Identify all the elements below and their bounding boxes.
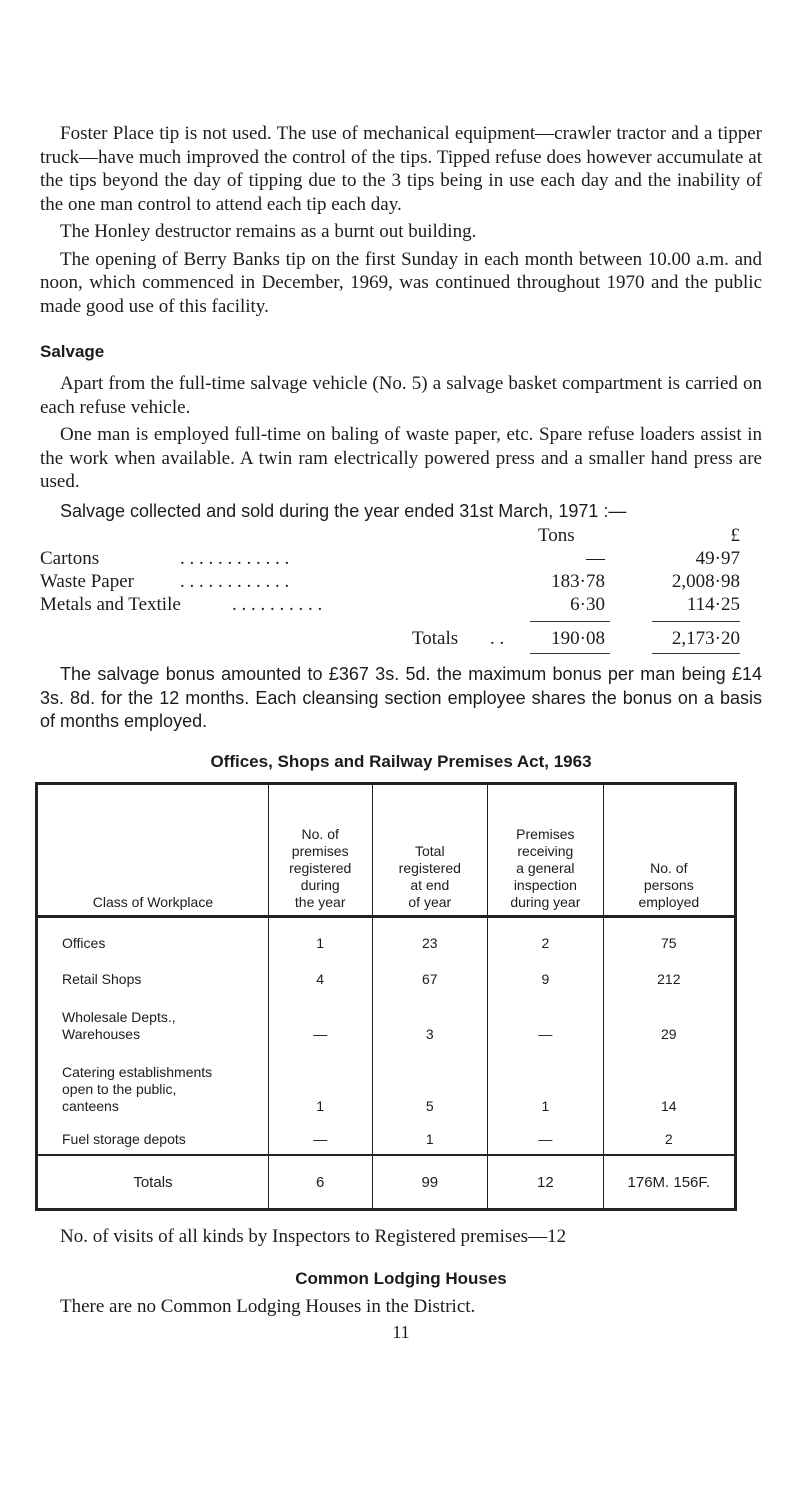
totals-label: Totals bbox=[37, 1155, 269, 1210]
salvage-heading: Salvage bbox=[40, 342, 105, 361]
salvage-rule-bottom-tons bbox=[530, 653, 610, 654]
salvage-totals-dots: . . bbox=[490, 628, 505, 649]
table-row bbox=[37, 916, 736, 956]
salvage-row-tons: 6·30 bbox=[570, 594, 605, 615]
salvage-totals-label: Totals bbox=[412, 628, 459, 649]
lodging-heading: Common Lodging Houses bbox=[295, 1268, 507, 1288]
salvage-col-pounds: £ bbox=[730, 525, 740, 546]
salvage-intro: Salvage collected and sold during the year ended 31st March, 1971 :— bbox=[60, 500, 627, 521]
salvage-row-value: 2,008·98 bbox=[671, 571, 740, 592]
cell: 14 bbox=[603, 1047, 735, 1119]
document-page bbox=[40, 122, 762, 1343]
header-class-of-workplace: Class of Workplace bbox=[37, 783, 269, 916]
cell: — bbox=[268, 1119, 372, 1155]
table-row bbox=[37, 1119, 736, 1155]
salvage-row-dots: . . . . . . . . . . . . bbox=[180, 548, 290, 569]
header-premises-inspected: Premises receiving a general inspection during year bbox=[488, 783, 604, 916]
cell: 9 bbox=[488, 956, 604, 992]
row-label: Offices bbox=[62, 935, 106, 951]
salvage-row-dots: . . . . . . . . . . . . bbox=[180, 571, 290, 592]
salvage-paragraph-vehicle: Apart from the full-time salvage vehicle (No. 5) a salvage basket compartment is carried on each refuse vehicle. bbox=[40, 373, 762, 418]
salvage-row-dots: . . . . . . . . . . bbox=[232, 594, 323, 615]
totals-cell: 12 bbox=[488, 1155, 604, 1210]
salvage-row-label: Metals and Textile bbox=[40, 594, 181, 615]
salvage-rule-top-tons bbox=[530, 621, 610, 622]
table-row bbox=[37, 992, 736, 1047]
table-row bbox=[37, 1047, 736, 1119]
salvage-row-label: Cartons bbox=[40, 548, 100, 569]
row-label: Retail Shops bbox=[62, 971, 142, 987]
cell: 1 bbox=[268, 916, 372, 956]
salvage-row-tons: 183·78 bbox=[551, 571, 605, 592]
salvage-paragraph-baling: One man is employed full-time on baling of waste paper, etc. Spare refuse loaders assist in the work when available. A twin ram electrically powered press and a smaller hand press are used. bbox=[40, 424, 762, 492]
header-premises-registered: No. of premises registered during the year bbox=[268, 783, 372, 916]
cell: 212 bbox=[603, 956, 735, 992]
inspector-visits: No. of visits of all kinds by Inspectors to Registered premises—12 bbox=[60, 1226, 567, 1247]
totals-cell: 176M. 156F. bbox=[603, 1155, 735, 1210]
salvage-rule-top-value bbox=[652, 621, 740, 622]
salvage-row-value: 49·97 bbox=[695, 548, 740, 569]
page-number: 11 bbox=[392, 1322, 410, 1342]
paragraph-tips: Foster Place tip is not used. The use of mechanical equipment—crawler tractor and a tipper truck—have much improved the control of the tips. Tipped refuse does however accumulate at the tips beyond the day of tipping due to the 3 tips being in use each day and the inability of the one man control to attend each tip each day. bbox=[40, 123, 762, 215]
lodging-text: There are no Common Lodging Houses in the District. bbox=[60, 1295, 476, 1317]
row-label: Catering establishments open to the public, canteens bbox=[62, 1064, 213, 1114]
cell: 29 bbox=[603, 992, 735, 1047]
cell: 2 bbox=[603, 1119, 735, 1155]
paragraph-destructor: The Honley destructor remains as a burnt out building. bbox=[60, 221, 477, 242]
totals-cell: 6 bbox=[268, 1155, 372, 1210]
cell: 67 bbox=[372, 956, 488, 992]
salvage-row-tons: — bbox=[586, 548, 605, 569]
cell: 1 bbox=[372, 1119, 488, 1155]
cell: 3 bbox=[372, 992, 488, 1047]
cell: 2 bbox=[488, 916, 604, 956]
cell: 4 bbox=[268, 956, 372, 992]
salvage-table bbox=[40, 523, 762, 653]
salvage-totals-value: 2,173·20 bbox=[671, 628, 740, 649]
offices-table bbox=[35, 782, 737, 1212]
table-row bbox=[37, 956, 736, 992]
offices-heading: Offices, Shops and Railway Premises Act, 1963 bbox=[210, 751, 592, 771]
header-persons-employed: No. of persons employed bbox=[603, 783, 735, 916]
cell: — bbox=[488, 992, 604, 1047]
salvage-totals-tons: 190·08 bbox=[551, 628, 605, 649]
salvage-rule-bottom-value bbox=[652, 653, 740, 654]
cell: 75 bbox=[603, 916, 735, 956]
salvage-bonus: The salvage bonus amounted to £367 3s. 5d. the maximum bonus per man being £14 3s. 8d. for the 12 months. Each cleansing section employee shares the bonus on a basis of months employed. bbox=[40, 664, 762, 731]
salvage-row-value: 114·25 bbox=[686, 594, 740, 615]
cell: — bbox=[488, 1119, 604, 1155]
header-total-registered: Total registered at end of year bbox=[372, 783, 488, 916]
cell: 1 bbox=[488, 1047, 604, 1119]
paragraph-berry-banks: The opening of Berry Banks tip on the first Sunday in each month between 10.00 a.m. and noon, which commenced in December, 1969, was continued throughout 1970 and the public made good use of this facility. bbox=[40, 248, 762, 317]
row-label: Wholesale Depts., Warehouses bbox=[62, 1009, 176, 1042]
salvage-row-label: Waste Paper bbox=[40, 571, 134, 592]
cell: 23 bbox=[372, 916, 488, 956]
totals-row bbox=[37, 1155, 736, 1210]
cell: 1 bbox=[268, 1047, 372, 1119]
offices-header-row bbox=[37, 783, 736, 916]
totals-cell: 99 bbox=[372, 1155, 488, 1210]
row-label: Fuel storage depots bbox=[62, 1131, 186, 1147]
cell: 5 bbox=[372, 1047, 488, 1119]
cell: — bbox=[268, 992, 372, 1047]
salvage-col-tons: Tons bbox=[538, 525, 575, 546]
